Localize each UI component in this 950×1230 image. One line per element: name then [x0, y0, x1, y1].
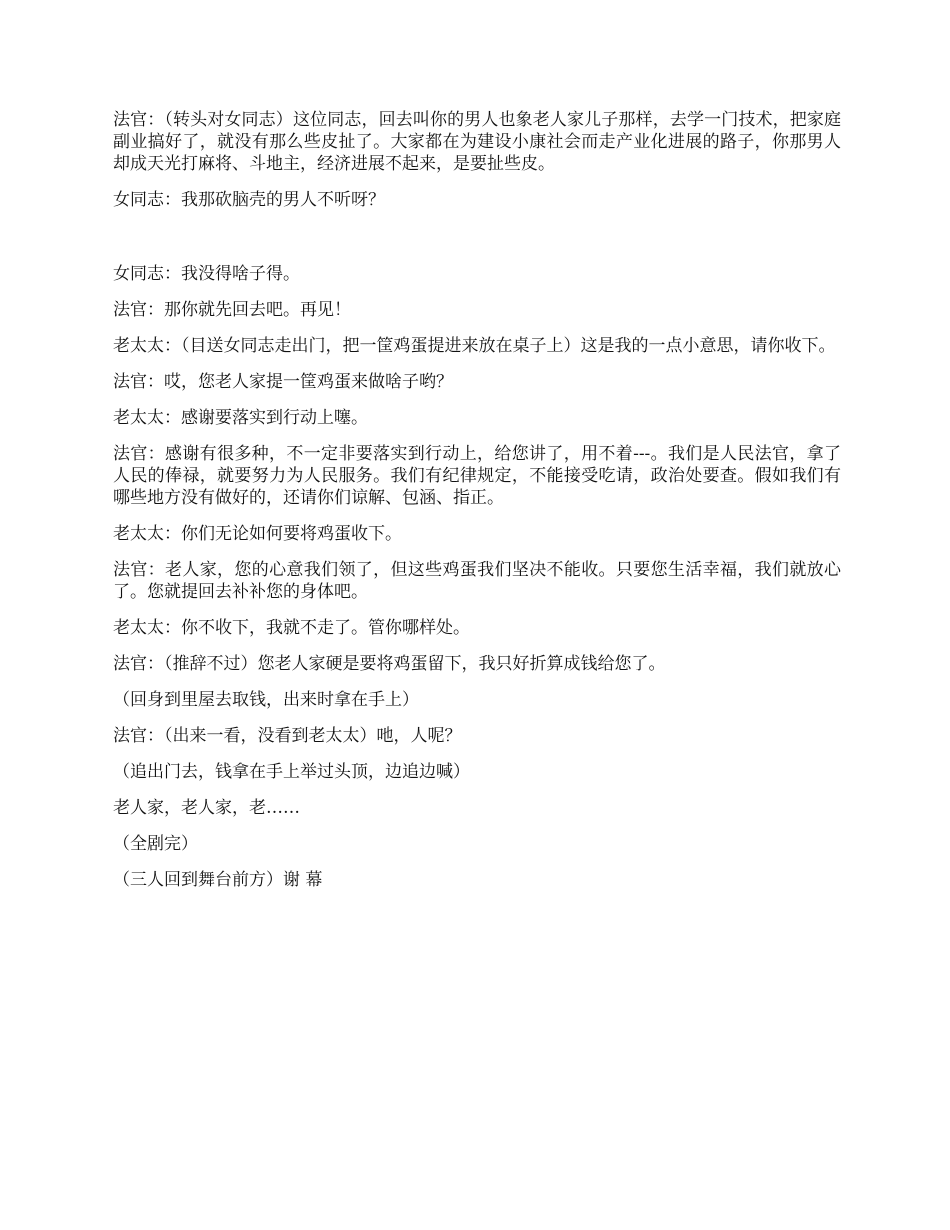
- paragraph: 女同志：我没得啥子得。: [113, 264, 300, 284]
- paragraph: 法官：那你就先回去吧。再见！: [113, 300, 351, 320]
- document-page: [113, 109, 841, 905]
- paragraph: 法官：（出来一看，没看到老太太）吔，人呢？: [113, 726, 462, 746]
- paragraph: 老太太：你们无论如何要将鸡蛋收下。: [113, 524, 402, 544]
- blank-gap: [113, 225, 841, 263]
- stage-direction: （回身到里屋去取钱，出来时拿在手上）: [113, 690, 419, 710]
- paragraph: 老太太：你不收下，我就不走了。管你哪样处。: [113, 618, 470, 638]
- paragraph: 法官：（转头对女同志）这位同志，回去叫你的男人也象老人家儿子那样，去学一门技术，把家庭副业搞好了，就没有那么些皮扯了。大家都在为建设小康社会而走产业化进展的路子，你那男人却成天光打麻将、斗地主，经济进展不起来，是要扯些皮。: [113, 110, 841, 174]
- paragraph: 老太太：感谢要落实到行动上噻。: [113, 408, 368, 428]
- paragraph: 法官：老人家，您的心意我们领了，但这些鸡蛋我们坚决不能收。只要您生活幸福，我们就放心了。您就提回去补补您的身体吧。: [113, 560, 841, 602]
- paragraph: 法官：哎，您老人家提一筐鸡蛋来做啥子哟？: [113, 372, 453, 392]
- paragraph: 法官：感谢有很多种，不一定非要落实到行动上，给您讲了，用不着---。我们是人民法官，拿了人民的俸禄，就要努力为人民服务。我们有纪律规定，不能接受吃请，政治处要查。假如我们有哪些地方没有做好的，还请你们谅解、包涵、指正。: [113, 444, 841, 508]
- paragraph: 老人家，老人家，老……: [113, 798, 300, 818]
- paragraph: 法官：（推辞不过）您老人家硬是要将鸡蛋留下，我只好折算成钱给您了。: [113, 654, 666, 674]
- paragraph: 老太太：（目送女同志走出门，把一筐鸡蛋提进来放在桌子上）这是我的一点小意思，请你收下。: [113, 336, 836, 356]
- stage-direction: （三人回到舞台前方）谢 幕: [113, 870, 323, 890]
- stage-direction: （追出门去，钱拿在手上举过头顶，边追边喊）: [113, 762, 470, 782]
- paragraph: 女同志：我那砍脑壳的男人不听呀？: [113, 190, 385, 210]
- stage-direction: （全剧完）: [113, 834, 198, 854]
